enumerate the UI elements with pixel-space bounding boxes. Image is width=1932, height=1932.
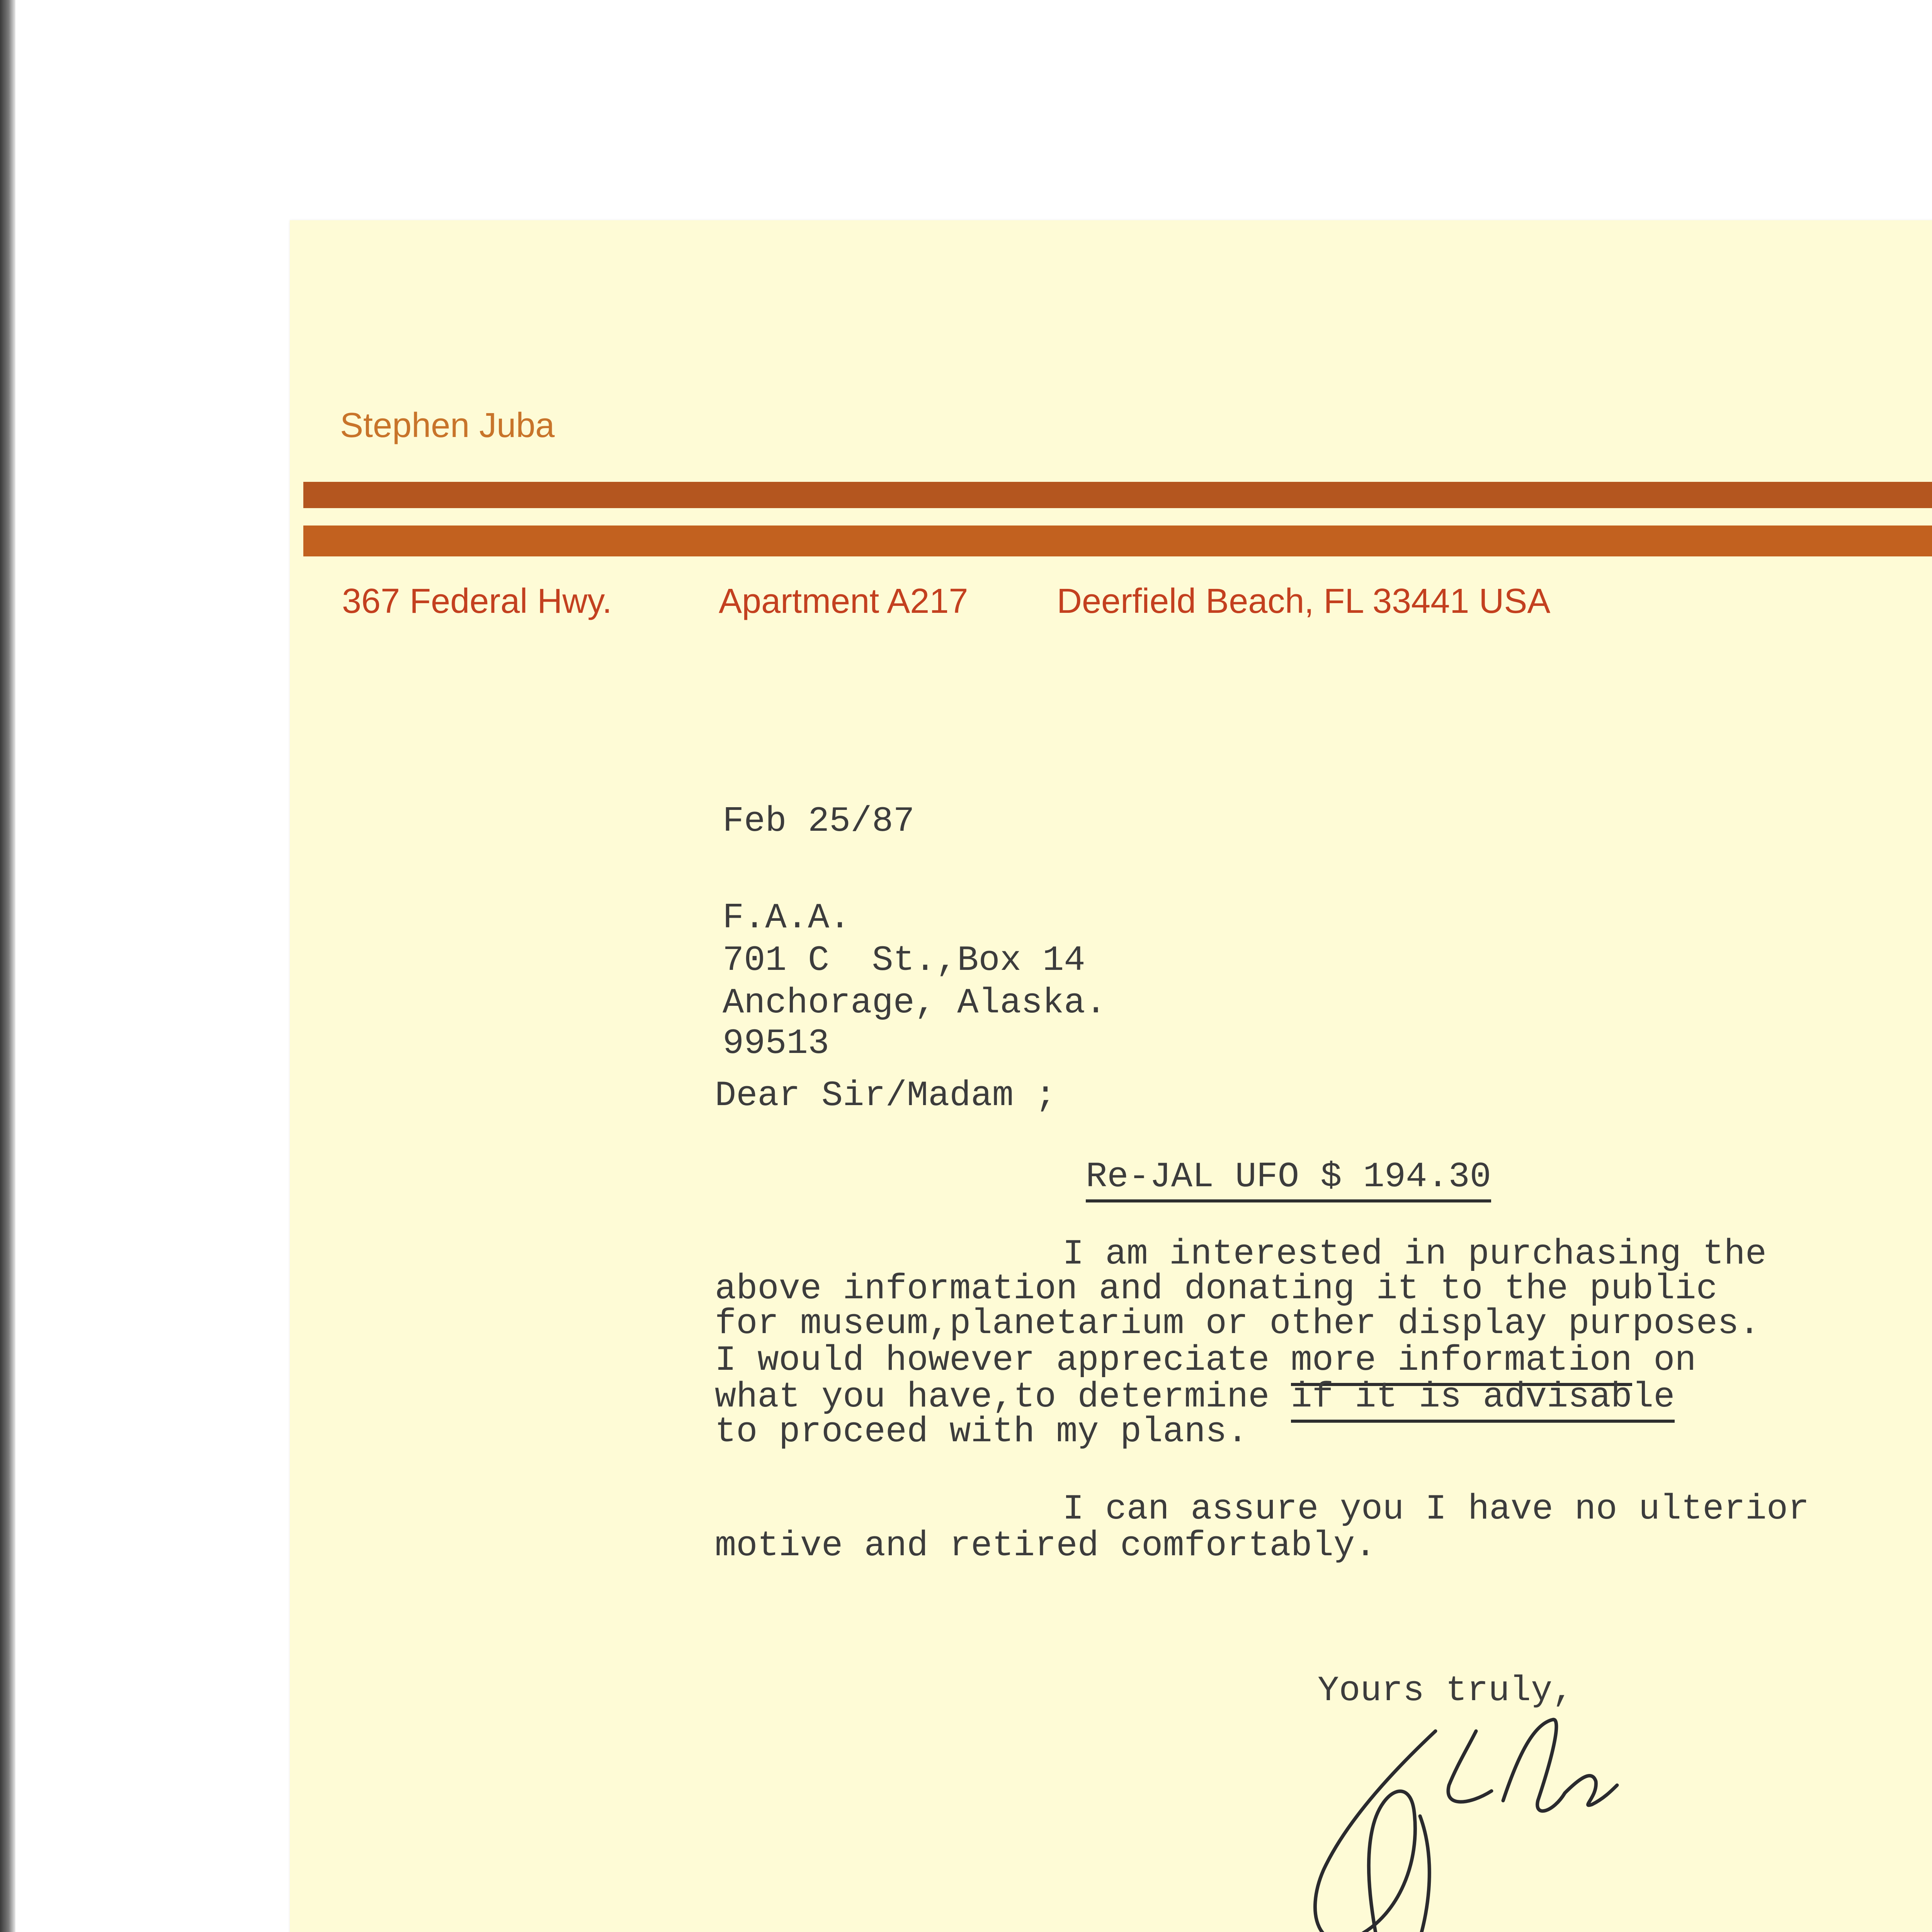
letterhead-street: 367 Federal Hwy. (342, 582, 612, 621)
salutation: Dear Sir/Madam ; (715, 1075, 1056, 1116)
paragraph1-line-5 (715, 1379, 1675, 1415)
handwritten-signature (1287, 1708, 1750, 1932)
underlined-more-information: more information (1291, 1340, 1632, 1386)
paragraph2-line-1: I can assure you I have no ulterior (1063, 1489, 1810, 1529)
paragraph1-line-4 (715, 1340, 1696, 1381)
letterhead-stripe-bottom (303, 526, 1932, 556)
paragraph1-line-6: to proceed with my plans. (715, 1412, 1248, 1452)
paragraph1-line-3: for museum,planetarium or other display purposes. (715, 1303, 1760, 1344)
paragraph2-line-2: motive and retired comfortably. (715, 1526, 1376, 1566)
paragraph1-line-2: above information and donating it to the public (715, 1269, 1718, 1309)
recipient-line-2: 701 C St.,Box 14 (723, 940, 1085, 981)
paragraph1-line-4-end: on (1632, 1340, 1696, 1381)
paragraph1-line-4-start: I would however appreciate (715, 1340, 1291, 1381)
paragraph1-line-5-start: what you have,to determine (715, 1377, 1291, 1417)
subject-line (1086, 1156, 1491, 1197)
letterhead-name: Stephen Juba (340, 406, 555, 445)
underlined-if-advisable: if it is advisable (1291, 1377, 1675, 1423)
letterhead-city: Deerfield Beach, FL 33441 USA (1057, 582, 1551, 621)
letterhead-apartment: Apartment A217 (719, 582, 968, 621)
closing: Yours truly, (1318, 1670, 1574, 1711)
paragraph1-line-1: I am interested in purchasing the (1063, 1234, 1767, 1274)
recipient-line-4: 99513 (723, 1023, 830, 1064)
recipient-line-1: F.A.A. (723, 898, 851, 938)
recipient-line-3: Anchorage, Alaska. (723, 983, 1107, 1023)
scan-border (0, 0, 15, 1932)
letterhead-stripe-top (303, 482, 1932, 508)
letter-date: Feb 25/87 (723, 801, 915, 842)
subject-text: Re-JAL UFO $ 194.30 (1086, 1156, 1491, 1202)
letter-paper (290, 220, 1932, 1932)
